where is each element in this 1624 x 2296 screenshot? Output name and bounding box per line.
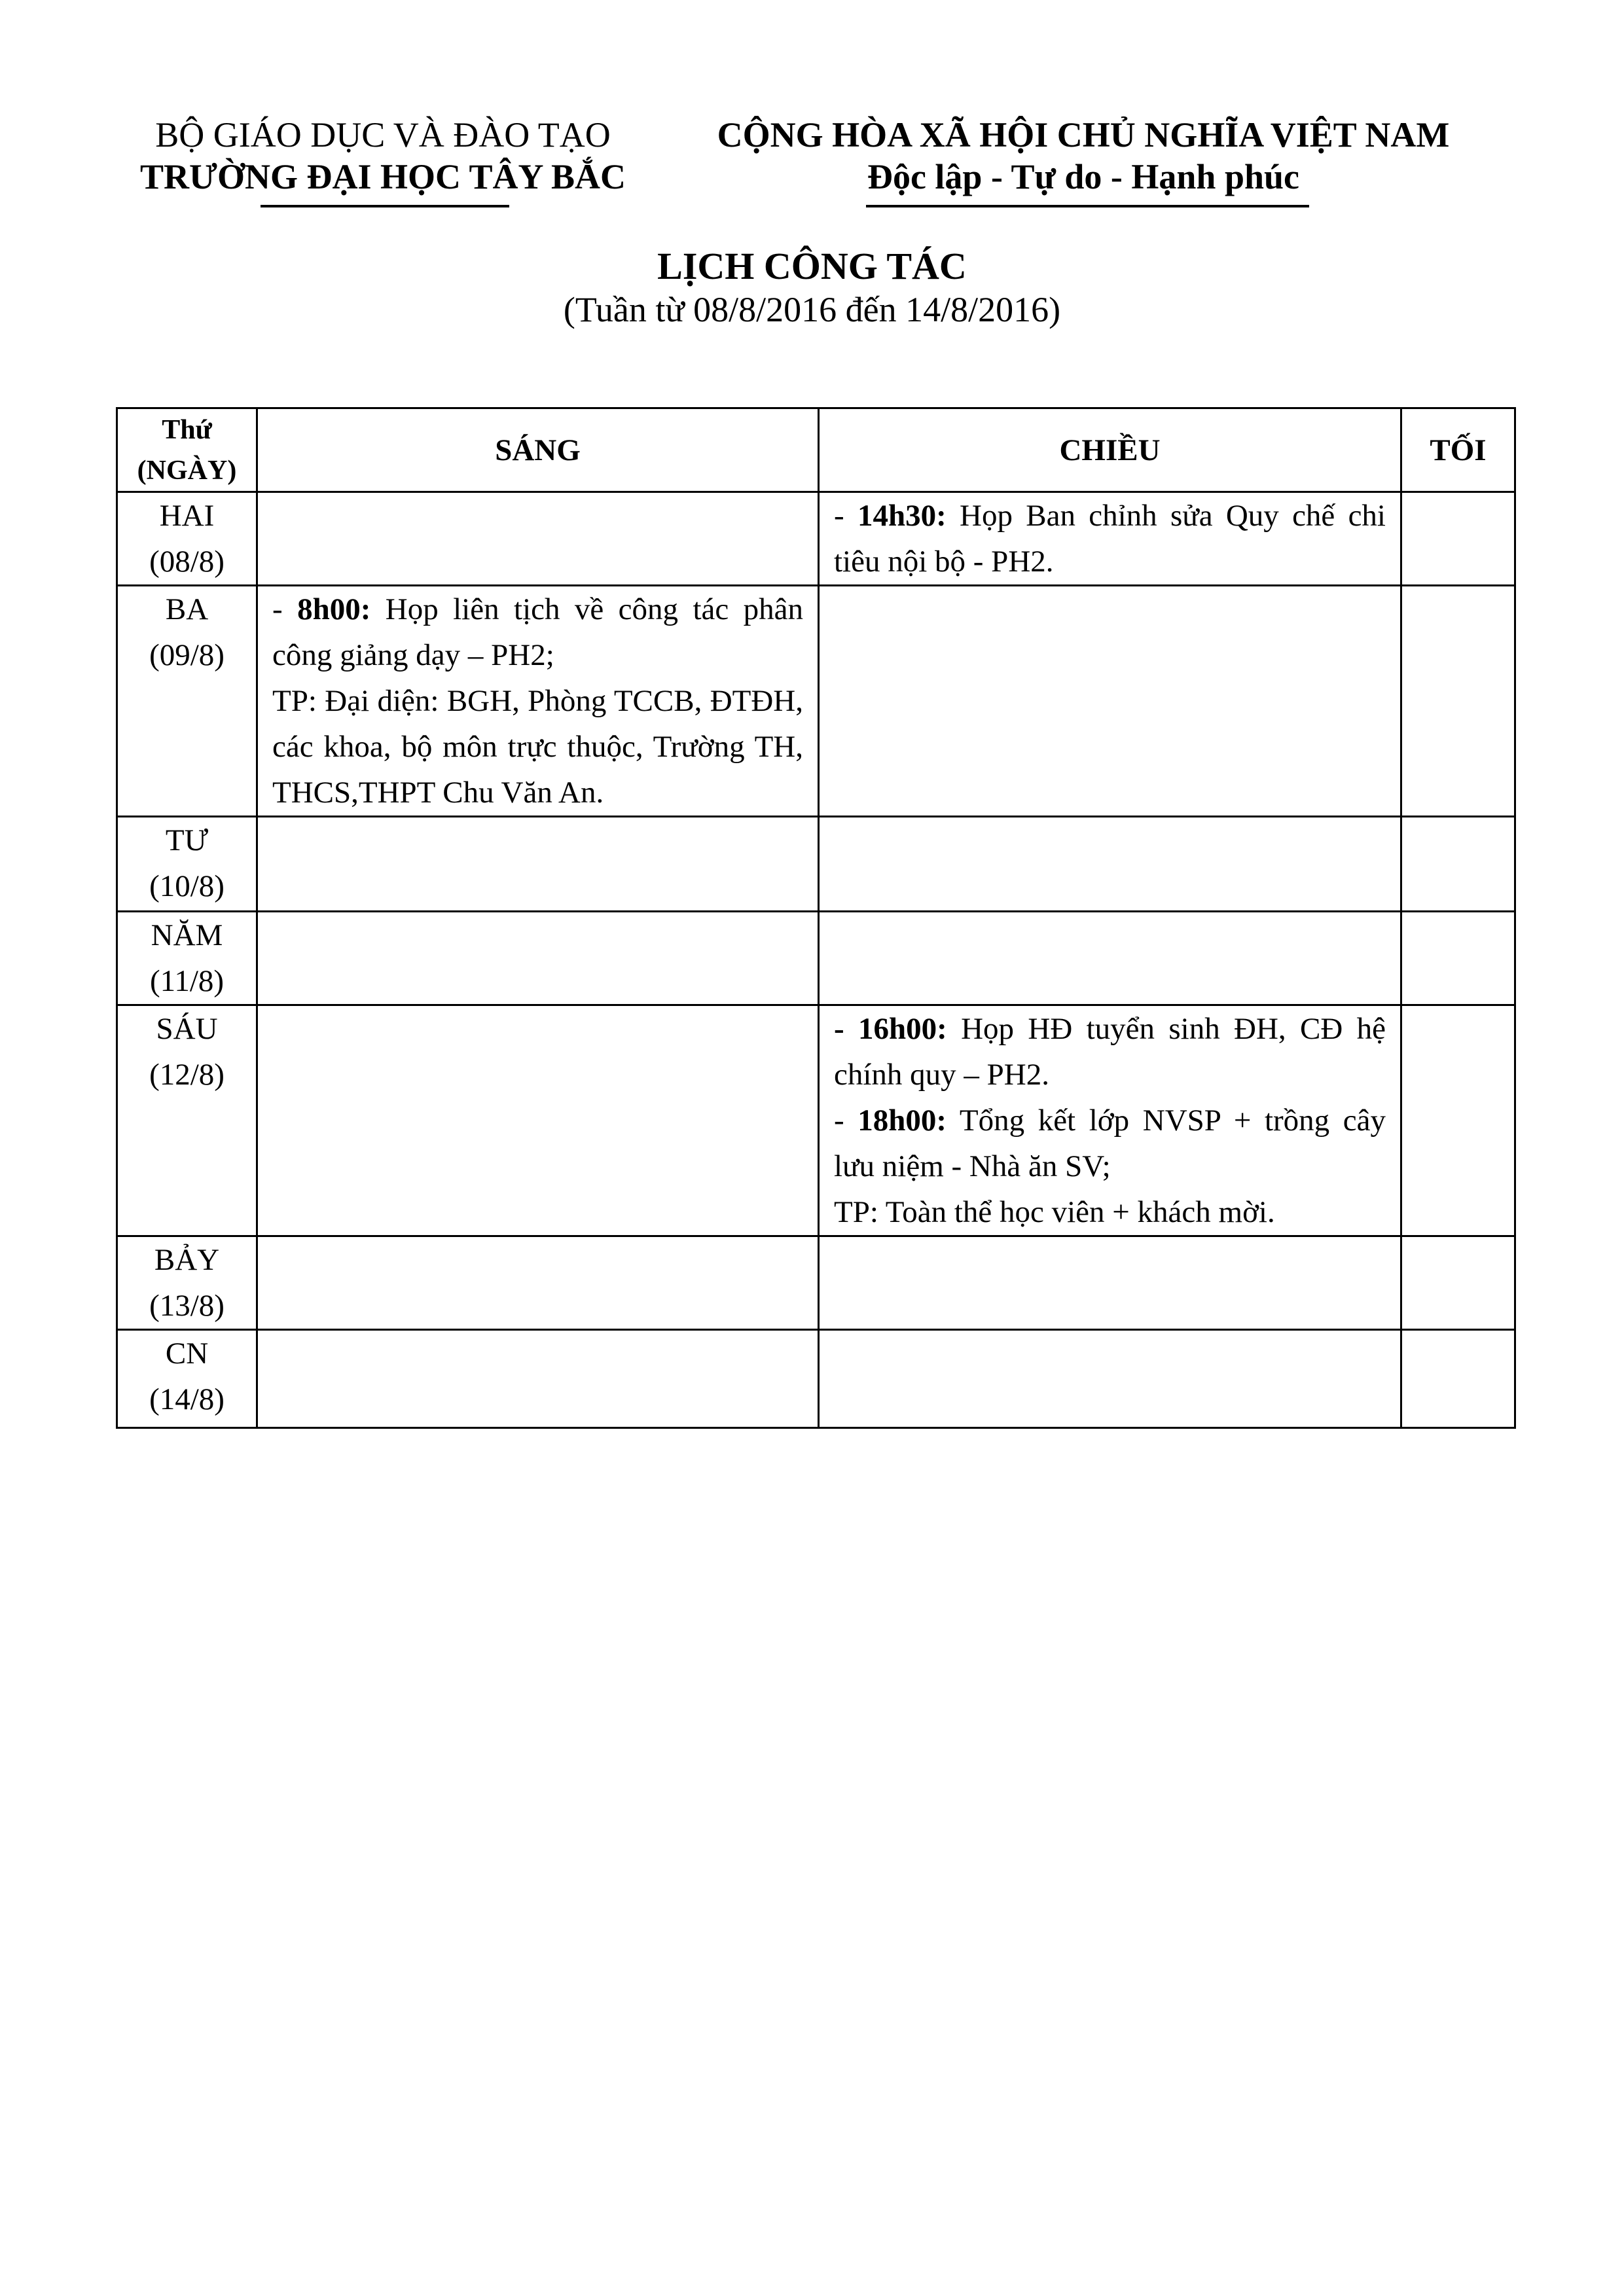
evening-cell [1401,492,1515,586]
header-day-label: Thứ [162,414,212,445]
day-name: SÁU [156,1012,218,1046]
afternoon-cell [819,586,1401,817]
day-cell [117,912,257,1005]
table-row [117,817,1515,912]
morning-cell [257,1005,819,1236]
day-date: (08/8) [149,545,225,579]
entry-text: TP: Toàn thể học viên + khách mời. [834,1195,1275,1229]
day-cell [117,1005,257,1236]
day-name: HAI [159,499,215,533]
entry-time: 18h00: [857,1103,947,1138]
schedule-entry [834,493,1386,584]
morning-cell [257,492,819,586]
schedule-body [117,492,1515,1428]
table-row [117,586,1515,817]
entry-time: 14h30: [857,499,947,533]
ministry-name: BỘ GIÁO DỤC VÀ ĐÀO TẠO [155,115,611,154]
schedule-table [116,407,1516,1429]
day-name: NĂM [151,918,223,952]
afternoon-cell [819,912,1401,1005]
header-day [117,408,257,492]
evening-cell [1401,586,1515,817]
motto-underline [866,205,1309,207]
day-cell [117,492,257,586]
table-row [117,492,1515,586]
day-name: TƯ [165,823,209,857]
entry-bullet: - [834,499,857,533]
header-date-label: (NGÀY) [137,455,237,486]
day-name: CN [165,1336,209,1371]
afternoon-cell [819,1330,1401,1428]
day-cell [117,817,257,912]
table-row [117,1330,1515,1428]
entry-bullet: - [834,1103,858,1138]
header-evening: TỐI [1401,408,1515,492]
morning-cell [257,1236,819,1330]
entry-text: Họp HĐ tuyển sinh ĐH, CĐ hệ chính quy – PH2. [834,1012,1386,1092]
ministry-header [98,114,668,198]
day-date: (11/8) [149,964,225,998]
document-subtitle: (Tuần từ 08/8/2016 đến 14/8/2016) [563,290,1061,329]
national-header [681,114,1486,198]
table-row [117,1236,1515,1330]
schedule-entry [272,678,803,816]
schedule-entry [834,1189,1386,1235]
day-date: (13/8) [149,1289,225,1323]
afternoon-cell [819,817,1401,912]
day-date: (09/8) [149,638,225,672]
entry-text: Tổng kết lớp NVSP + trồng cây lưu niệm - Nhà ăn SV; [834,1103,1386,1183]
table-row [117,912,1515,1005]
entry-text: Họp Ban chỉnh sửa Quy chế chi tiêu nội bộ - PH2. [834,499,1386,579]
entry-text: TP: Đại diện: BGH, Phòng TCCB, ĐTĐH, các khoa, bộ môn trực thuộc, Trường TH, THCS,THPT Chu Văn An. [272,684,803,810]
evening-cell [1401,1005,1515,1236]
header-afternoon: CHIỀU [819,408,1401,492]
country-name: CỘNG HÒA XÃ HỘI CHỦ NGHĨA VIỆT NAM [717,115,1450,154]
day-cell [117,1330,257,1428]
entry-time: - 16h00: [834,1012,947,1046]
morning-cell [257,586,819,817]
university-name: TRƯỜNG ĐẠI HỌC TÂY BẮC [139,157,626,196]
entry-text: Họp liên tịch về công tác phân công giảng dạy – PH2; [272,592,803,672]
table-row [117,1005,1515,1236]
morning-cell [257,1330,819,1428]
day-cell [117,1236,257,1330]
national-motto: Độc lập - Tự do - Hạnh phúc [867,157,1300,196]
day-name: BA [165,592,209,626]
day-date: (14/8) [149,1382,225,1416]
day-cell [117,586,257,817]
afternoon-cell [819,1005,1401,1236]
entry-bullet: - [272,592,298,626]
schedule-entry [834,1006,1386,1098]
afternoon-cell [819,1236,1401,1330]
schedule-entry [834,1098,1386,1189]
day-name: BẢY [154,1243,220,1277]
table-header-row [117,408,1515,492]
afternoon-cell [819,492,1401,586]
document-title: LỊCH CÔNG TÁC [657,245,967,287]
evening-cell [1401,817,1515,912]
entry-time: 8h00: [297,592,371,626]
header-morning: SÁNG [257,408,819,492]
day-date: (10/8) [149,869,225,903]
university-underline [261,205,509,207]
morning-cell [257,912,819,1005]
evening-cell [1401,1236,1515,1330]
schedule-entry [272,586,803,678]
morning-cell [257,817,819,912]
day-date: (12/8) [149,1058,225,1092]
evening-cell [1401,1330,1515,1428]
evening-cell [1401,912,1515,1005]
